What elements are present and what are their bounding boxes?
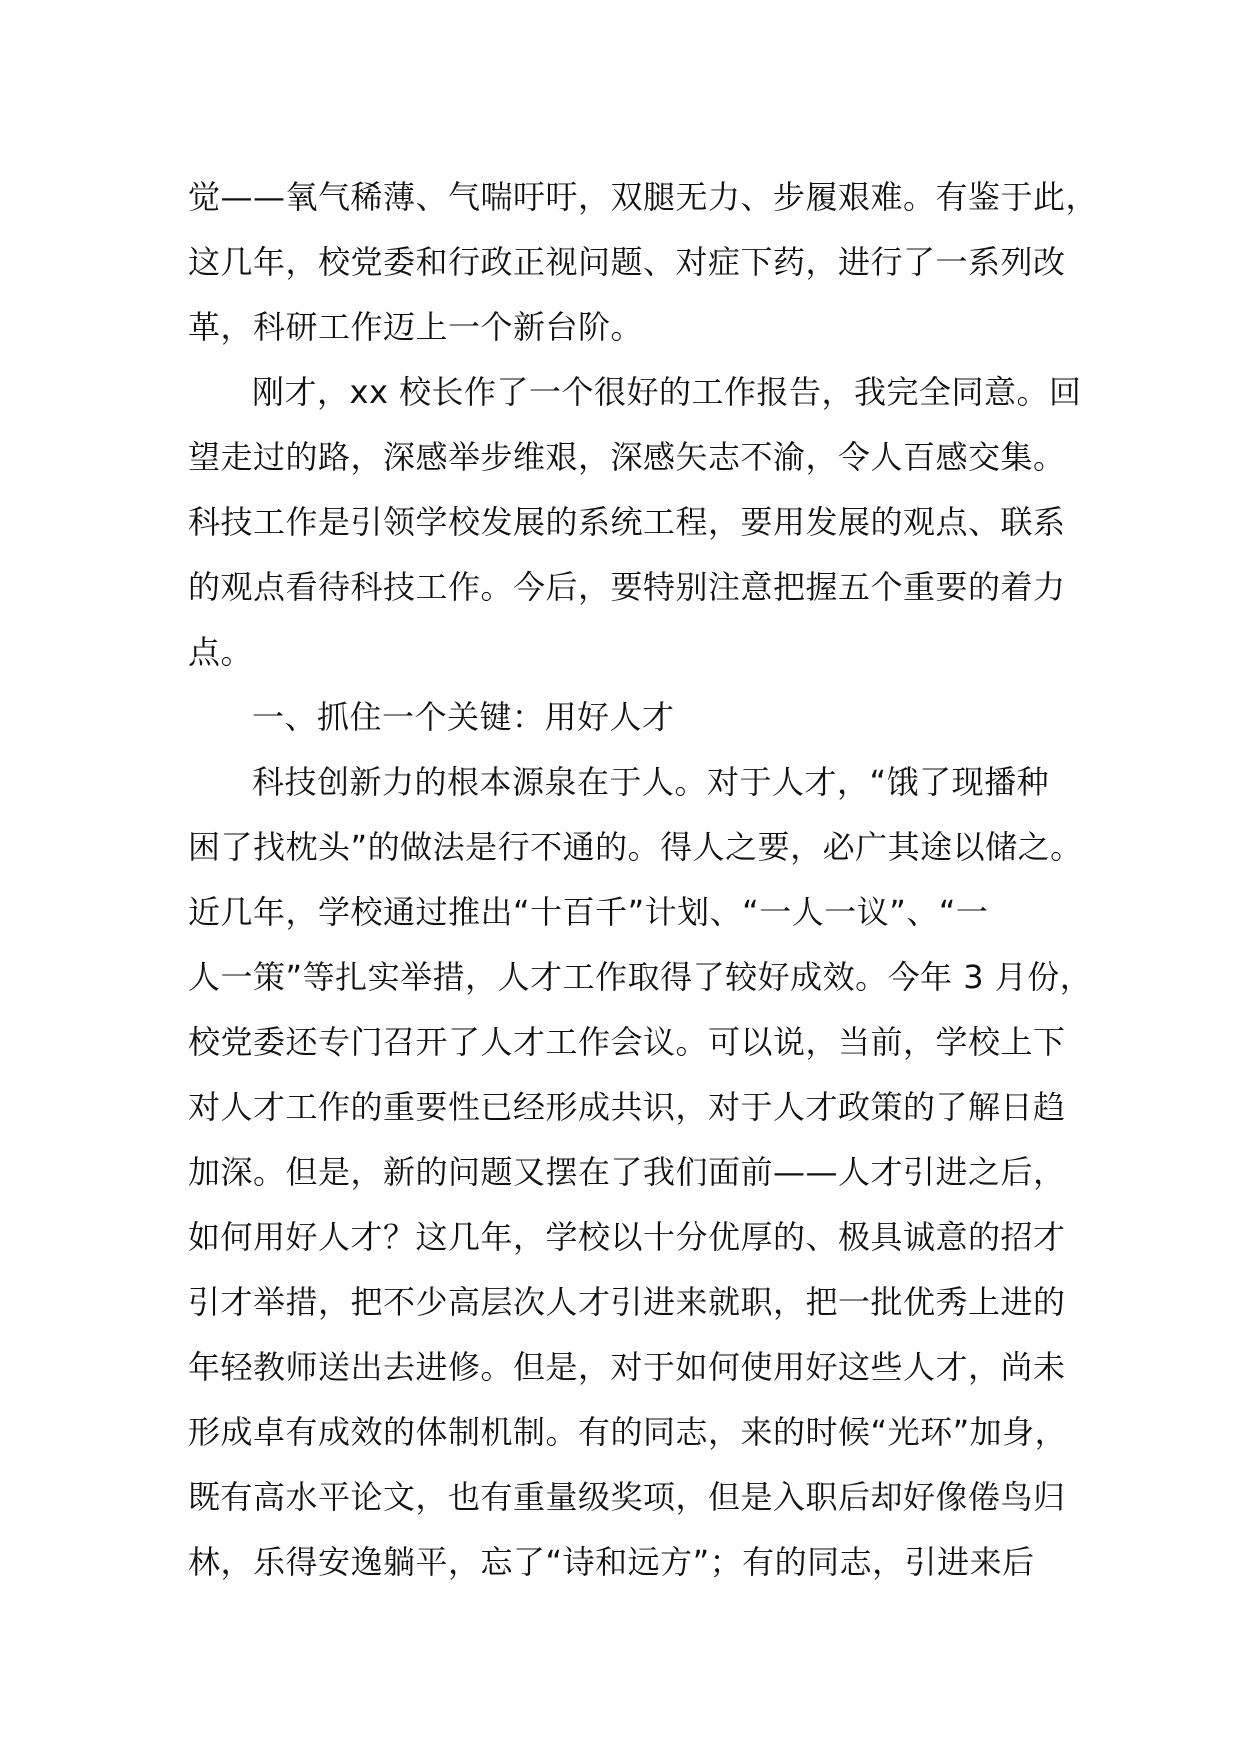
text-line: 加深。但是，新的问题又摆在了我们面前——人才引进之后， <box>188 1153 1066 1191</box>
text-line: 如何用好人才？这几年，学校以十分优厚的、极具诚意的招才 <box>188 1218 1066 1256</box>
text-line: 林，乐得安逸躺平，忘了“诗和远方”；有的同志，引进来后 <box>188 1543 1035 1581</box>
text-line: 既有高水平论文，也有重量级奖项，但是入职后却好像倦鸟归 <box>188 1478 1066 1516</box>
text-line: 困了找枕头”的做法是行不通的。得人之要，必广其途以储之。 <box>188 828 1083 866</box>
text-line: 望走过的路，深感举步维艰，深感矢志不渝，令人百感交集。 <box>188 438 1066 476</box>
text-line: 这几年，校党委和行政正视问题、对症下药，进行了一系列改 <box>188 243 1066 281</box>
text-line: 革，科研工作迈上一个新台阶。 <box>188 308 644 346</box>
paragraph-start-line: 科技创新力的根本源泉在于人。对于人才，“饿了现播种 <box>252 763 1050 801</box>
text-line: 近几年，学校通过推出“十百千”计划、“一人一议”、“一 <box>188 893 989 931</box>
text-line: 的观点看待科技工作。今后，要特别注意把握五个重要的着力 <box>188 568 1066 606</box>
text-line: 人一策”等扎实举措，人才工作取得了较好成效。今年 3 月份， <box>188 958 1093 996</box>
text-line: 校党委还专门召开了人才工作会议。可以说，当前，学校上下 <box>188 1023 1066 1061</box>
text-line: 形成卓有成效的体制机制。有的同志，来的时候“光环”加身， <box>188 1413 1068 1451</box>
text-line: 觉——氧气稀薄、气喘吁吁，双腿无力、步履艰难。有鉴于此， <box>188 178 1099 216</box>
document-body <box>188 165 1099 1595</box>
text-line: 引才举措，把不少高层次人才引进来就职，把一批优秀上进的 <box>188 1283 1066 1321</box>
text-line: 点。 <box>188 633 254 671</box>
paragraph-start-line: 刚才，xx 校长作了一个很好的工作报告，我完全同意。回 <box>252 373 1082 411</box>
section-heading: 一、抓住一个关键：用好人才 <box>252 698 675 736</box>
text-line: 科技工作是引领学校发展的系统工程，要用发展的观点、联系 <box>188 503 1066 541</box>
text-line: 对人才工作的重要性已经形成共识，对于人才政策的了解日趋 <box>188 1088 1066 1126</box>
text-line: 年轻教师送出去进修。但是，对于如何使用好这些人才，尚未 <box>188 1348 1066 1386</box>
